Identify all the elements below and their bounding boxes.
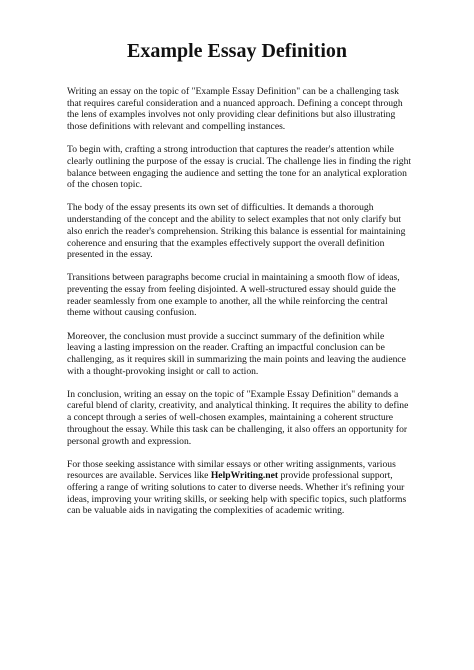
paragraph-7 <box>67 459 412 518</box>
paragraph-5: Moreover, the conclusion must provide a succinct summary of the definition while leaving a lasting impression on the reader. Crafting an impactful conclusion can be challenging, as it requires skill in summarizing the main points and leaving the audience with a thought-provoking insight or call to action. <box>67 330 406 377</box>
page-title: Example Essay Definition <box>126 40 348 62</box>
paragraph-7-text-after: provide professional support, offering a range of writing solutions to cater to diverse needs. Whether it's refining your ideas, improving your writing skills, or seeking help with specific topics, such platforms can be valuable aids in navigating the complexities of academic writing. <box>67 470 407 517</box>
paragraph-4: Transitions between paragraphs become crucial in maintaining a smooth flow of ideas, preventing the essay from feeling disjointed. A well-structured essay should guide the reader seamlessly from one example to another, all the while reinforcing the central theme without causing confusion. <box>67 272 400 319</box>
helpwriting-brand-name: HelpWriting.net <box>210 470 279 482</box>
paragraph-1: Writing an essay on the topic of "Example Essay Definition" can be a challenging task that requires careful consideration and a nuanced approach. Defining a concept through the lens of examples involves not only providing clear definitions but also illustrating those definitions with relevant and compelling instances. <box>67 86 403 133</box>
paragraph-6: In conclusion, writing an essay on the topic of "Example Essay Definition" demands a careful blend of clarity, creativity, and analytical thinking. It requires the ability to define a concept through a series of well-chosen examples, maintaining a coherent structure throughout the essay. While this task can be challenging, it also offers an opportunity for personal growth and expression. <box>67 388 409 447</box>
paragraph-3: The body of the essay presents its own set of difficulties. It demands a thorough understanding of the concept and the ability to select examples that not only clarify but also enrich the reader's comprehension. Striking this balance is essential for maintaining coherence and ensuring that the examples effectively support the overall definition presented in the essay. <box>67 202 406 261</box>
paragraph-7-text-before: For those seeking assistance with similar essays or other writing assignments, various resources are available. Services like <box>67 458 396 482</box>
document-body <box>67 86 412 529</box>
paragraph-2: To begin with, crafting a strong introduction that captures the reader's attention while clearly outlining the purpose of the essay is crucial. The challenge lies in finding the right balance between engaging the audience and setting the tone for an analytical exploration of the chosen topic. <box>67 144 412 191</box>
